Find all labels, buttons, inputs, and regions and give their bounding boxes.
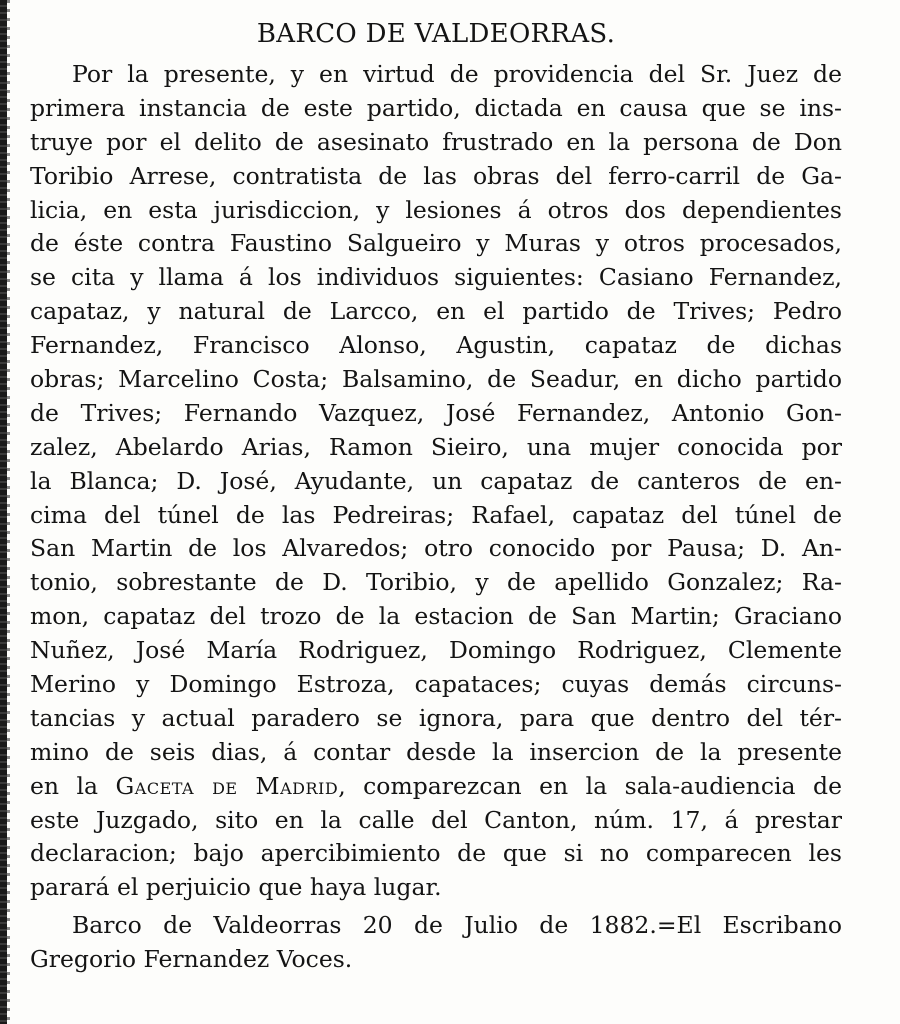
- text-line-gaceta: [30, 770, 842, 804]
- clerk-name: Gregorio Fernandez Voces.: [30, 945, 353, 974]
- text-line: este Juzgado, sito en la calle del Canton, núm. 17, á prestar: [30, 805, 842, 834]
- binding-edge-rule: [0, 0, 7, 1024]
- text-line: la Blanca; D. José, Ayudante, un capataz de canteros de en-: [30, 466, 842, 495]
- text-line: Nuñez, José María Rodriguez, Domingo Rodriguez, Clemente: [30, 636, 842, 665]
- text-line: parará el perjuicio que haya lugar.: [30, 873, 442, 902]
- text-line: tonio, sobrestante de D. Toribio, y de apellido Gonzalez; Ra-: [30, 568, 842, 597]
- edict-article: [30, 14, 842, 977]
- text-line: truye por el delito de asesinato frustrado en la persona de Don: [30, 127, 842, 156]
- text-line: mino de seis dias, á contar desde la insercion de la presente: [30, 737, 842, 766]
- text-line: Toribio Arrese, contratista de las obras del ferro-carril de Ga-: [30, 161, 842, 190]
- text-line: zalez, Abelardo Arias, Ramon Sieiro, una mujer conocida por: [30, 432, 842, 461]
- text-line: Fernandez, Francisco Alonso, Agustin, capataz de dichas: [30, 331, 842, 360]
- text-line: declaracion; bajo apercibimiento de que si no comparecen les: [30, 839, 842, 868]
- text-line: Merino y Domingo Estroza, capataces; cuyas demás circuns-: [30, 670, 842, 699]
- text-line: primera instancia de este partido, dictada en causa que se ins-: [30, 93, 842, 122]
- text-line: se cita y llama á los individuos siguientes: Casiano Fernandez,: [30, 263, 842, 292]
- text-line: capataz, y natural de Larcco, en el partido de Trives; Pedro: [30, 297, 842, 326]
- text-line: de Trives; Fernando Vazquez, José Fernandez, Antonio Gon-: [30, 398, 842, 427]
- edict-closing: [30, 909, 842, 977]
- date-signature-line: Barco de Valdeorras 20 de Julio de 1882.=El Escribano: [72, 911, 842, 940]
- article-heading: BARCO DE VALDEORRAS.: [256, 19, 616, 49]
- gaceta-title: Gaceta de Madrid: [115, 771, 339, 800]
- edict-body: [30, 58, 842, 905]
- gaceta-suffix: , comparezcan en la sala-audiencia de: [338, 771, 842, 800]
- text-line: tancias y actual paradero se ignora, para que dentro del tér-: [30, 703, 842, 732]
- text-line: cima del túnel de las Pedreiras; Rafael, capataz del túnel de: [30, 500, 842, 529]
- gaceta-prefix: en la: [30, 771, 116, 800]
- text-line: licia, en esta jurisdiccion, y lesiones á otros dos dependientes: [30, 195, 842, 224]
- text-line: obras; Marcelino Costa; Balsamino, de Seadur, en dicho partido: [30, 365, 842, 394]
- text-line: mon, capataz del trozo de la estacion de San Martin; Graciano: [30, 602, 842, 631]
- text-line: San Martin de los Alvaredos; otro conocido por Pausa; D. An-: [30, 534, 842, 563]
- text-line: de éste contra Faustino Salgueiro y Muras y otros procesados,: [30, 229, 842, 258]
- text-line: Por la presente, y en virtud de providencia del Sr. Juez de: [72, 60, 842, 88]
